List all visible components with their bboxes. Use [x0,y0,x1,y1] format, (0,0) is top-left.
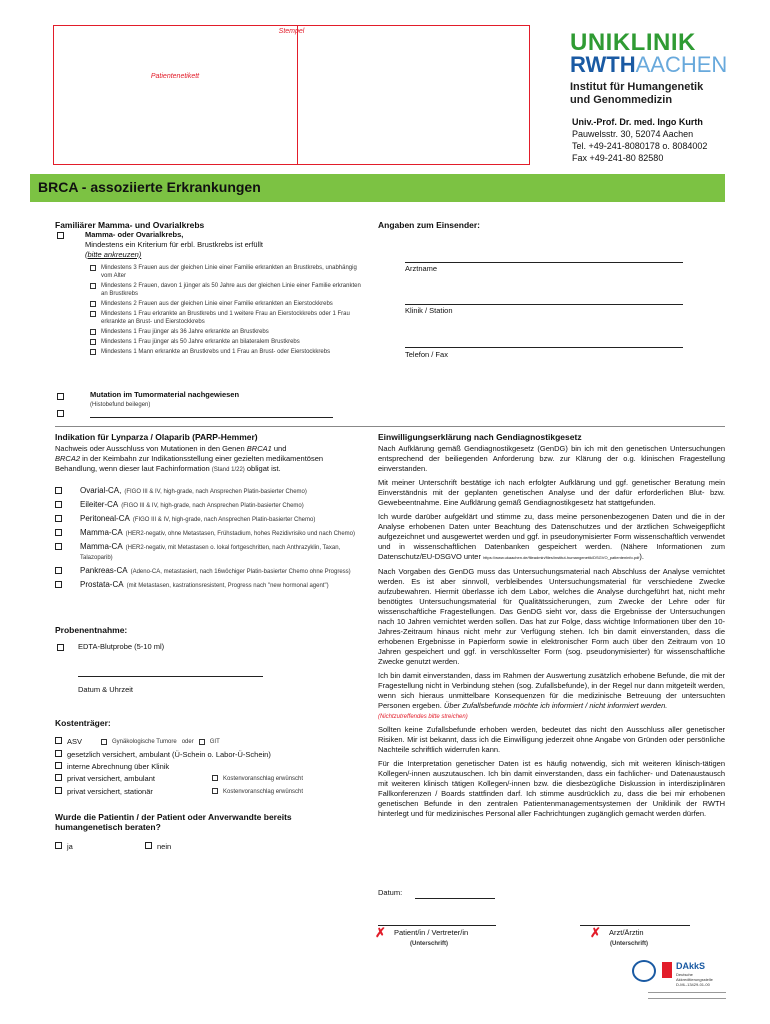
criterion-label: Mindestens 3 Frauen aus der gleichen Linie einer Familie erkrankten an Brustkrebs, unabhängig vom Alter [101,265,357,279]
lynparza-intro: Nachweis oder Ausschluss von Mutationen in den Genen BRCA1 und BRCA2 in der Keimbahn zur Indikationsstellung einer gezielten medikamentösen Behandlung, wenn dieser laut Fachinformation (Stand 1/22) obligat ist. [55,444,324,473]
kosten-heading: Kostenträger: [55,718,111,728]
indication-checkbox[interactable] [55,581,62,588]
klinik-line[interactable] [405,304,683,305]
criterion-checkbox[interactable] [90,349,96,355]
indication-checkbox[interactable] [55,543,62,550]
nein-checkbox[interactable] [145,842,152,849]
datum-uhrzeit-label: Datum & Uhrzeit [78,685,134,694]
indication-row [55,566,365,576]
patient-signature-sub: (Unterschrift) [410,941,449,947]
kv1-row: Kostenvoranschlag erwünscht [212,775,303,783]
criterion-row [90,310,365,326]
probe-heading: Probenentnahme: [55,625,128,635]
criterion-label: Mindestens 2 Frauen, davon 1 jünger als 50 Jahre aus der gleichen Linie einer Familie erkrankten an Brustkrebs [101,283,361,297]
gyn-checkbox[interactable] [101,739,107,745]
indication-label: Prostata-CA (mit Metastasen, kastrationsresistent, Progress nach "new hormonal agent") [80,580,329,589]
gesetzlich-checkbox[interactable] [55,750,62,757]
indication-label: Peritoneal-CA (FIGO III & IV, high-grade, nach Ansprechen Platin-basierter Chemo) [80,514,316,523]
beraten-question: Wurde die Patientin / der Patient oder Anverwandte bereits humangenetisch beraten? [55,812,292,832]
criterion-checkbox[interactable] [90,301,96,307]
telefon-line[interactable] [405,347,683,348]
consent-text: Nach Aufklärung gemäß Gendiagnostikgesetz (GenDG) bin ich mit den genetischen Untersuchungen entsprechend der beiliegenden Anforderung bzw. zur Klärung der o.g. klinischen Fragestellung einverstanden. Mit meiner Unterschrift bestätige ich nach erfolgter Aufklärung und ggf. genetischer Beratung mein Einverständnis mit der geplanten genetischen Analyse und der dafür erforderlichen Blut- bzw. Gewebeentnahme. Eine Aufklärung gemäß Gendiagnostikgesetz hat stattgefunden. Ich wurde darüber aufgeklärt und stimme zu, dass meine personenbezogenen Daten und die in der Analyse erhobenen Daten unter Beachtung des Datenschutzes und der ärztlichen Schweigepflicht aufgezeichnet und ausgewertet werden und ggf. in pseudonymisierter Form wissenschaftlich verwendet und in wissenschaftlichen Datenbanken gespeichert werden. (Nähere Informationen zum Datenschutz/EU-DSGVO unter https://www.ukaachen.de/fileadmin/files/institut-humangenetik/DSGVO_patienteninfo.pdf). Nach Vorgaben des GenDG muss das Untersuchungsmaterial nach Abschluss der Analyse vernichtet werden. Es ist aber sinnvoll, verbleibendes Untersuchungsmaterial für verschiedene Zwecke aufzubewahren. Hiermit überlasse ich dem Labor, welches die Analyse durchgeführt hat, nicht mehr benötigtes Untersuchungsmaterial für Qualitätssicherungen, zum Zwecke der Lehre oder für wissenschaftliche Fragestellungen. Das GenDG sieht vor, dass die Ergebnisse der Untersuchungen nach 10 Jahren vernichtet werden sollen. Das hat zur Folge, dass wichtige Informationen über den 10-Jahres-Zeitraum hinaus nicht mehr zur Verfügung stehen. Ich bin damit einverstanden, dass die erhobenen Ergebnisse in Papierform sowie in elektronischer Form auch über den Zeitraum von 10 Jahren gespeichert und ggf. in verschlüsselter Form (sog. pseudonymisierter) für wissenschaftliche Zwecke genutzt werden. Ich bin damit einverstanden, dass im Rahmen der Auswertung zusätzlich erhobene Befunde, die mit der Fragestellung nicht in Verbindung stehen (sog. Zufallsbefunde), in der Regel nur dann mitgeteilt werden, wenn sich hieraus unmittelbare Konsequenzen für die medizinische Betreuung der untersuchten Personen ergeben. Über Zufallsbefunde möchte ich informiert / nicht informiert werden. (Nichtzutreffendes bitte streichen) Sollten keine Zufallsbefunde erhoben werden, bedeutet das nicht den Ausschluss aller genetischer Risiken. Mir ist bekannt, dass ich die Einwilligung jederzeit ohne Angabe von Gründen oder persönliche Nachteile schriftlich widerrufen kann. Für die Interpretation genetischer Daten ist es häufig notwendig, sich mit weiteren klinisch-tätigen Kollegen/-innen auszutauschen. Ich bin damit einverstanden, dass ein fachlicher- und Datenaustausch mit weiteren klinisch tätigen Kollegen/-innen bzw. die diesbezügliche Diskussion in interdisziplinären Fallkonferenzen / Boards stattfinden darf. Ich stimme ausdrücklich zu, dass die bei mir erhobenen genetischen Befunde in den zentralen Patientenmanagementsystemen der Uniklinik der RWTH hinterlegt und für medizinisches Personal aller Fachrichtungen zugänglich gemacht werden dürfen. [378,444,725,818]
consent-heading: Einwilligungserklärung nach Gendiagnostikgesetz [378,432,582,442]
git-checkbox[interactable] [199,739,205,745]
familial-option1: Mamma- oder Ovarialkrebs, Mindestens ein Kriterium für erbl. Brustkrebs ist erfüllt (bitte ankreuzen) [85,230,263,259]
consent-datum-line[interactable] [415,898,495,899]
criterion-row [90,264,365,280]
indication-row [55,528,365,538]
indication-row [55,542,365,562]
signature-x-icon: ✗ [375,925,386,940]
institute-name: Institut für Humangenetik und Genommedizin [570,81,704,106]
patient-signature-label: Patient/in / Vertreter/in [394,928,469,937]
familial-option3-checkbox[interactable] [57,410,64,417]
indication-label: Mamma-CA (HER2-negativ, mit Metastasen o. lokal fortgeschritten, nach Anthrazyklin, Taxan, Talazoparib) [80,542,341,561]
privat-amb-checkbox[interactable] [55,774,62,781]
privat-stat-checkbox[interactable] [55,787,62,794]
indication-label: Ovarial-CA, (FIGO III & IV, high-grade, nach Ansprechen Platin-basierter Chemo) [80,486,307,495]
kv2-row: Kostenvoranschlag erwünscht [212,788,303,796]
footer-fineprint [648,992,726,999]
indication-checkbox[interactable] [55,567,62,574]
criterion-checkbox[interactable] [90,283,96,289]
nein-row: nein [145,842,171,852]
indication-label: Eileiter-CA (FIGO III & IV, high-grade, nach Ansprechen Platin-basierter Chemo) [80,500,304,509]
asv-row: ASV Gynäkologische Tumore oder GIT [55,737,220,747]
indication-checkbox[interactable] [55,515,62,522]
dakks-logo: DAkkS [676,961,706,971]
familial-option2-sub: (Histobefund beilegen) [90,402,151,408]
indication-checkbox[interactable] [55,501,62,508]
criterion-label: Mindestens 2 Frauen aus der gleichen Linie einer Familie erkrankten an Eierstockkrebs [101,301,333,307]
gesetzlich-row: gesetzlich versichert, ambulant (Ü-Schein o. Labor-Ü-Schein) [55,750,271,760]
datum-line[interactable] [78,676,263,677]
doctor-signature-sub: (Unterschrift) [610,941,649,947]
indication-row [55,514,365,524]
dakks-flag-icon [662,962,672,978]
logo-uniklinik: UNIKLINIK [570,29,696,56]
criterion-checkbox[interactable] [90,265,96,271]
criterion-label: Mindestens 1 Frau jünger als 50 Jahre erkrankte an bilateralem Brustkrebs [101,339,300,345]
datum-label: Datum: [378,888,403,897]
arztname-line[interactable] [405,262,683,263]
familial-option1-checkbox[interactable] [57,232,64,239]
indication-row [55,580,365,590]
criterion-checkbox[interactable] [90,339,96,345]
patient-label-text: Patientenetikett [150,73,200,80]
indication-row [55,500,365,510]
criterion-label: Mindestens 1 Frau erkrankte an Brustkrebs und 1 weitere Frau an Eierstockkrebs oder 1 Frau erkrankte an Brust- und Eierstockkrebs [101,311,350,325]
indication-label: Pankreas-CA (Adeno-CA, metastasiert, nach 16wöchiger Platin-basierter Chemo ohne Progress) [80,566,351,575]
signature-x-icon: ✗ [590,925,601,940]
klinik-label: Klinik / Station [405,306,453,315]
indication-label: Mamma-CA (HER2-negativ, ohne Metastasen, Frühstadium, hohes Rezidivrisiko und nach Chemo) [80,528,356,537]
page-title: BRCA - assoziierte Erkrankungen [30,174,725,202]
ja-checkbox[interactable] [55,842,62,849]
intern-row: interne Abrechnung über Klinik [55,762,169,772]
patient-label-box [53,25,298,165]
uniklinik-logo [570,29,730,107]
kv2-checkbox[interactable] [212,788,218,794]
indication-checkbox[interactable] [55,487,62,494]
familial-heading: Familiärer Mamma- und Ovarialkrebs [55,220,205,230]
lynparza-list [55,486,365,594]
stamp-label: Stempel [278,28,305,35]
criterion-checkbox[interactable] [90,329,96,335]
criterion-row [90,328,365,336]
familial-option2-checkbox[interactable] [57,393,64,400]
dakks-sub: Deutsche Akkreditierungsstelle D-ML-13429-01-00 [676,972,713,987]
indication-row [55,486,365,496]
address-block: Univ.-Prof. Dr. med. Ingo Kurth Pauwelsstr. 30, 52074 Aachen Tel. +49-241-8080178 o. 8084002 Fax +49-241-80 82580 [572,117,708,163]
telefon-label: Telefon / Fax [405,350,448,359]
other-line[interactable] [90,417,333,418]
privat-amb-row: privat versichert, ambulant [55,774,155,784]
patient-signature-line[interactable] [378,925,496,926]
lynparza-heading: Indikation für Lynparza / Olaparib (PARP-Hemmer) [55,432,258,442]
criterion-row [90,282,365,298]
criterion-label: Mindestens 1 Frau jünger als 36 Jahre erkrankte an Brustkrebs [101,329,269,335]
criterion-checkbox[interactable] [90,311,96,317]
section-divider [55,426,725,427]
intern-checkbox[interactable] [55,762,62,769]
accreditation-seal-icon [632,960,656,982]
criterion-row [90,338,365,346]
sender-heading: Angaben zum Einsender: [378,220,481,230]
criterion-row [90,348,365,356]
kv1-checkbox[interactable] [212,775,218,781]
logo-rwth-aachen: RWTHAACHEN [570,52,728,77]
criterion-label: Mindestens 1 Mann erkrankte an Brustkrebs und 1 Frau an Brust- oder Eierstockkrebs [101,349,331,355]
criterion-row [90,300,365,308]
arztname-label: Arztname [405,264,438,273]
ja-row: ja [55,842,73,852]
asv-checkbox[interactable] [55,737,62,744]
edta-checkbox[interactable] [57,644,64,651]
privat-stat-row: privat versichert, stationär [55,787,153,797]
indication-checkbox[interactable] [55,529,62,536]
criteria-list [90,264,365,358]
familial-option2-title: Mutation im Tumormaterial nachgewiesen [90,390,240,399]
doctor-signature-label: Arzt/Ärztin [609,928,644,937]
edta-label: EDTA-Blutprobe (5-10 ml) [78,642,165,651]
